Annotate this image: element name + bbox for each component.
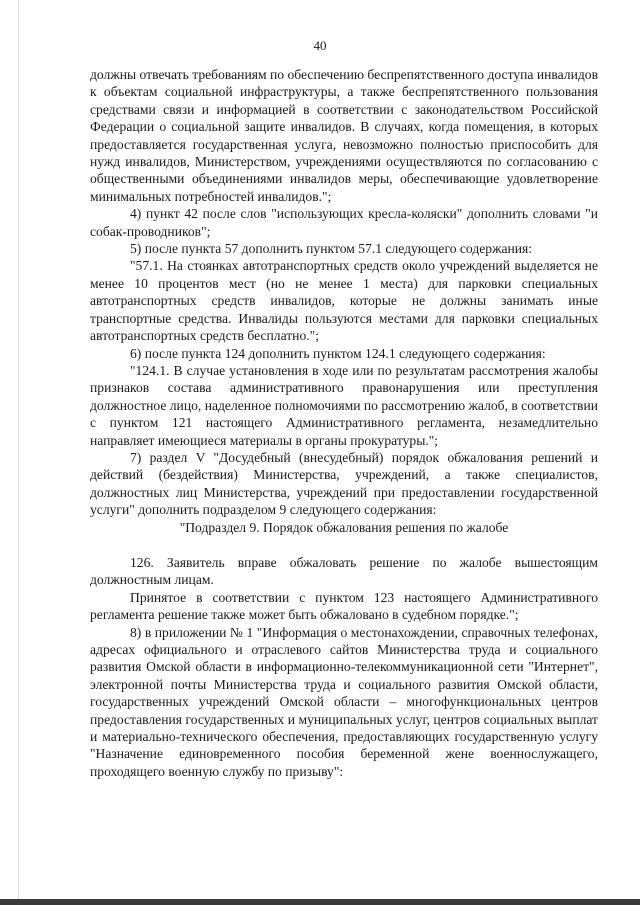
paragraph-clause-126: 126. Заявитель вправе обжаловать решение по жалобе вышестоящим должностным лицам. <box>90 554 598 588</box>
document-body <box>90 66 598 780</box>
paragraph-item-8: 8) в приложении № 1 "Информация о местонахождении, справочных телефонах, адресах официального и отраслевого сайтов Министерства труда и социального развития Омской области в информационно-телекоммуникационной сети "Интернет", электронной почты Министерства труда и социального развития Омской области, государственных учреждений Омской области – многофункциональных центров предоставления государственных и муниципальных услуг, центров социальных выплат и материально-технического обеспечения, предоставляющих государственную услугу "Назначение единовременного пособия беременной жене военнослужащего, проходящего военную службу по призыву": <box>90 624 598 779</box>
paragraph-continuation: должны отвечать требованиям по обеспечению беспрепятственного доступа инвалидов к объектам социальной инфраструктуры, а также беспрепятственного пользования средствами связи и информацией в соответствии с законодательством Российской Федерации о социальной защите инвалидов. В случаях, когда помещения, в которых предоставляется государственная услуга, невозможно полностью приспособить для нужд инвалидов, Министерством, учреждениями осуществляются по согласованию с общественными объединениями инвалидов меры, обеспечивающие удовлетворение минимальных потребностей инвалидов."; <box>90 67 598 204</box>
paragraph-item-4: 4) пункт 42 после слов "использующих кресла-коляски" дополнить словами "и собак-проводников"; <box>90 206 598 239</box>
paragraph-court-appeal: Принятое в соответствии с пунктом 123 настоящего Административного регламента решение также может быть обжаловано в судебном порядке."; <box>90 589 598 623</box>
scan-left-edge <box>18 0 19 905</box>
blank-line <box>90 536 598 554</box>
page-number: 40 <box>313 38 327 53</box>
paragraph-item-5: 5) после пункта 57 дополнить пунктом 57.1 следующего содержания: <box>130 241 533 257</box>
scan-bottom-edge <box>0 899 640 905</box>
paragraph-item-7: 7) раздел V "Досудебный (внесудебный) порядок обжалования решений и действий (бездействия) Министерства, учреждений, а также специалистов, должностных лиц Министерства, учреждений при предоставлении государственной услуги" дополнить подразделом 9 следующего содержания: <box>90 449 598 518</box>
paragraph-clause-57-1: "57.1. На стоянках автотранспортных средств около учреждений выделяется не менее 10 процентов мест (но не менее 1 места) для парковки специальных автотранспортных средств инвалидов, которые не должны занимать иные транспортные средства. Инвалиды пользуются местами для парковки специальных автотранспортных средств бесплатно."; <box>90 258 598 344</box>
paragraph-clause-124-1: "124.1. В случае установления в ходе или по результатам рассмотрения жалобы признаков состава административного правонарушения или преступления должностное лицо, наделенное полномочиями по рассмотрению жалоб, в соответствии с пунктом 121 настоящего Административного регламента, незамедлительно направляет имеющиеся материалы в органы прокуратуры."; <box>90 362 598 448</box>
paragraph-item-6: 6) после пункта 124 дополнить пунктом 124.1 следующего содержания: <box>130 345 546 361</box>
subsection-heading: "Подраздел 9. Порядок обжалования решения по жалобе <box>179 519 509 535</box>
